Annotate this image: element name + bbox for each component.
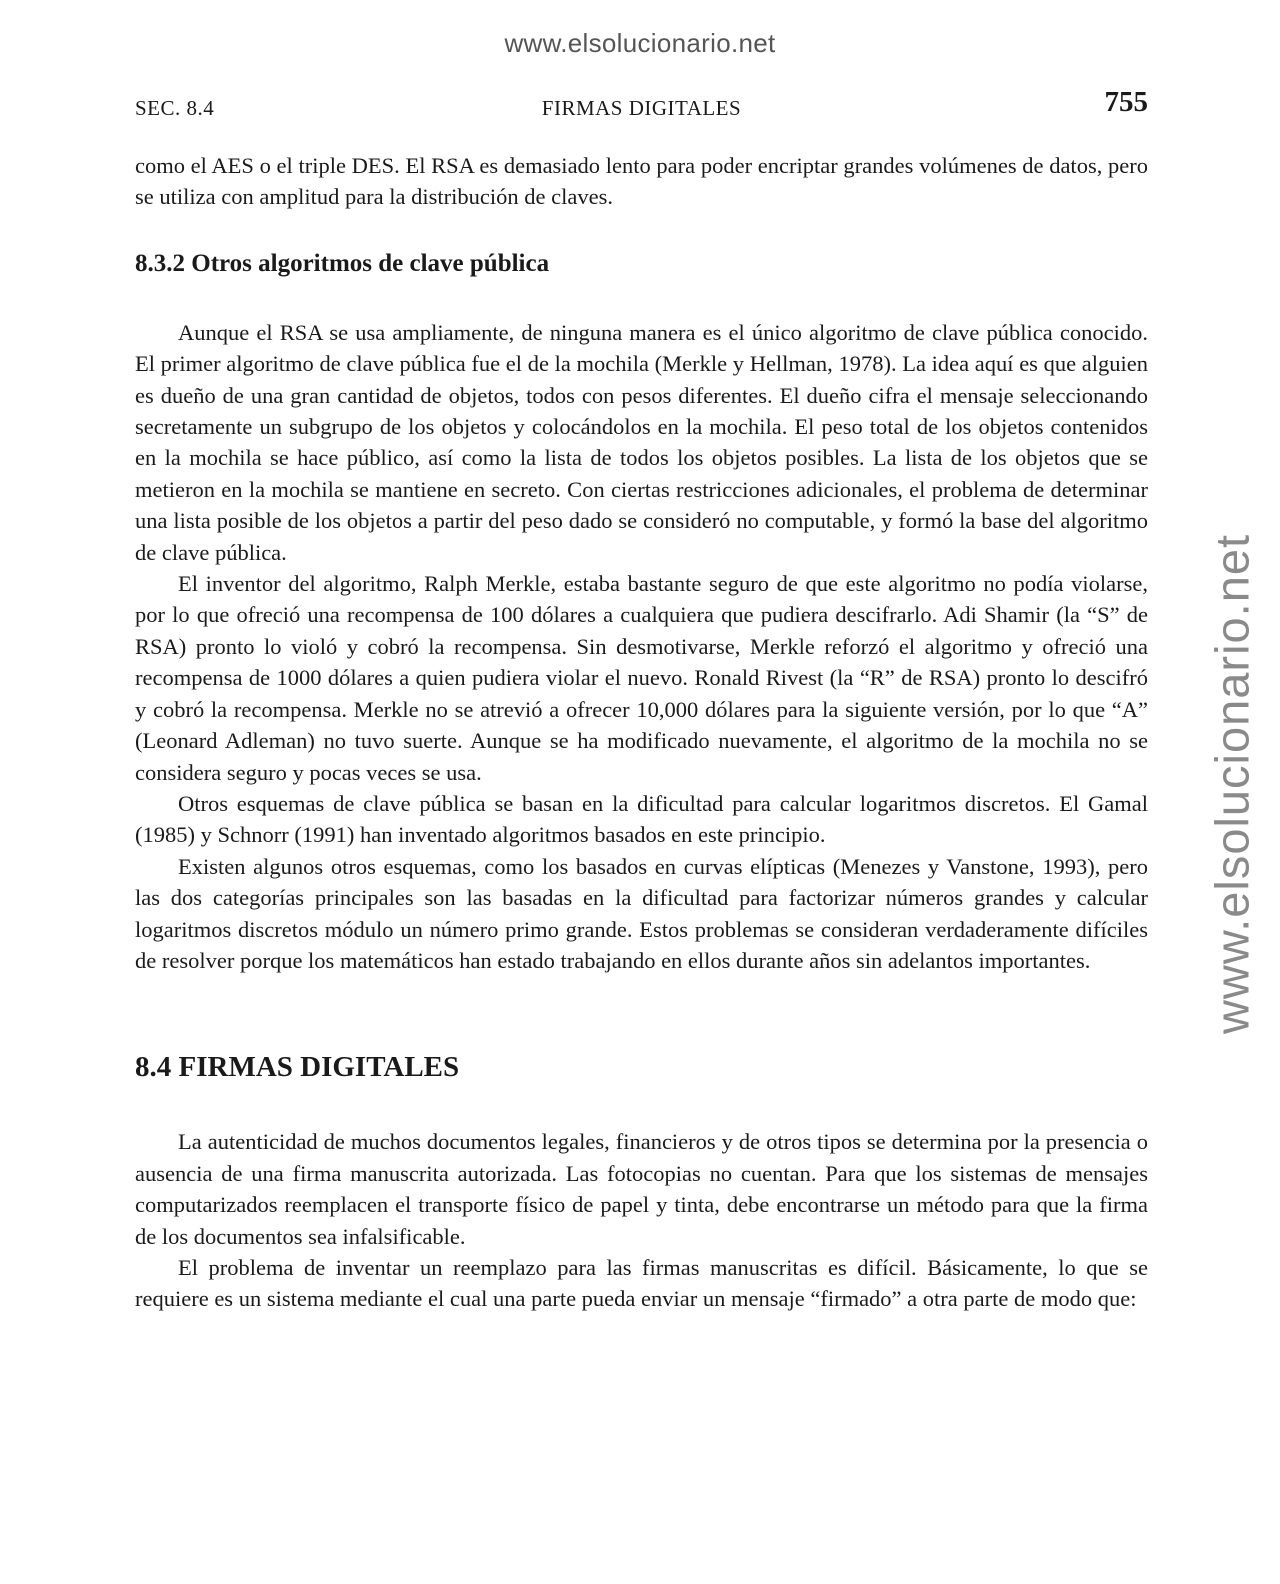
paragraph: El inventor del algoritmo, Ralph Merkle, estaba bastante seguro de que este algoritmo no podía violarse, por lo que ofreció una recompensa de 100 dólares a cualquiera que pudiera descifrarlo. Adi Shamir (la “S” de RSA) pronto lo violó y cobró la recompensa. Sin desmotivarse, Merkle reforzó el algoritmo y ofreció una recompensa de 1000 dólares a quien pudiera violar el nuevo. Ronald Rivest (la “R” de RSA) pronto lo descifró y cobró la recompensa. Merkle no se atrevió a ofrecer 10,000 dólares para la siguiente versión, por lo que “A” (Leonard Adleman) no tuvo suerte. Aunque se ha modificado nuevamente, el algoritmo de la mochila no se considera seguro y pocas veces se usa. <box>135 571 1148 785</box>
paragraph: Otros esquemas de clave pública se basan en la dificultad para calcular logaritmos discretos. El Gamal (1985) y Schnorr (1991) han inventado algoritmos basados en este principio. <box>135 790 1148 848</box>
section-heading: 8.4 FIRMAS DIGITALES <box>135 1051 460 1084</box>
header-chapter-title: FIRMAS DIGITALES <box>541 96 742 120</box>
page-body <box>135 150 1148 1315</box>
page-number: 755 <box>1104 86 1148 118</box>
paragraph: Existen algunos otros esquemas, como los basados en curvas elípticas (Menezes y Vanstone, 1993), pero las dos categorías principales son las basadas en la dificultad para factorizar números grandes y calcular logaritmos discretos módulo un número primo grande. Estos problemas se consideran verdaderamente difíciles de resolver porque los matemáticos han estado trabajando en ellos durante años sin adelantos importantes. <box>135 853 1148 973</box>
paragraph: Aunque el RSA se usa ampliamente, de ninguna manera es el único algoritmo de clave pública conocido. El primer algoritmo de clave pública fue el de la mochila (Merkle y Hellman, 1978). La idea aquí es que alguien es dueño de una gran cantidad de objetos, todos con pesos diferentes. El dueño cifra el mensaje seleccionando secretamente un subgrupo de los objetos y colocándolos en la mochila. El peso total de los objetos contenidos en la mochila se hace público, así como la lista de todos los objetos posibles. La lista de los objetos que se metieron en la mochila se mantiene en secreto. Con ciertas restricciones adicionales, el problema de determinar una lista posible de los objetos a partir del peso dado se consideró no computable, y formó la base del algoritmo de clave pública. <box>135 319 1148 565</box>
continued-paragraph: como el AES o el triple DES. El RSA es demasiado lento para poder encriptar grandes volúmenes de datos, pero se utiliza con amplitud para la distribución de claves. <box>135 153 1148 210</box>
watermark-top: www.elsolucionario.net <box>504 28 776 58</box>
paragraph: El problema de inventar un reemplazo para las firmas manuscritas es difícil. Básicamente, lo que se requiere es un sistema mediante el cual una parte pueda enviar un mensaje “firmado” a otra parte de modo que: <box>135 1254 1148 1312</box>
paragraph: La autenticidad de muchos documentos legales, financieros y de otros tipos se determina por la presencia o ausencia de una firma manuscrita autorizada. Las fotocopias no cuentan. Para que los sistemas de mensajes computarizados reemplacen el transporte físico de papel y tinta, debe encontrarse un método para que la firma de los documentos sea infalsificable. <box>135 1129 1148 1249</box>
watermark-side: www.elsolucionario.net <box>1205 533 1259 1035</box>
header-section-label: SEC. 8.4 <box>135 96 215 120</box>
subsection-heading: 8.3.2 Otros algoritmos de clave pública <box>135 249 550 277</box>
running-header <box>135 86 1148 122</box>
